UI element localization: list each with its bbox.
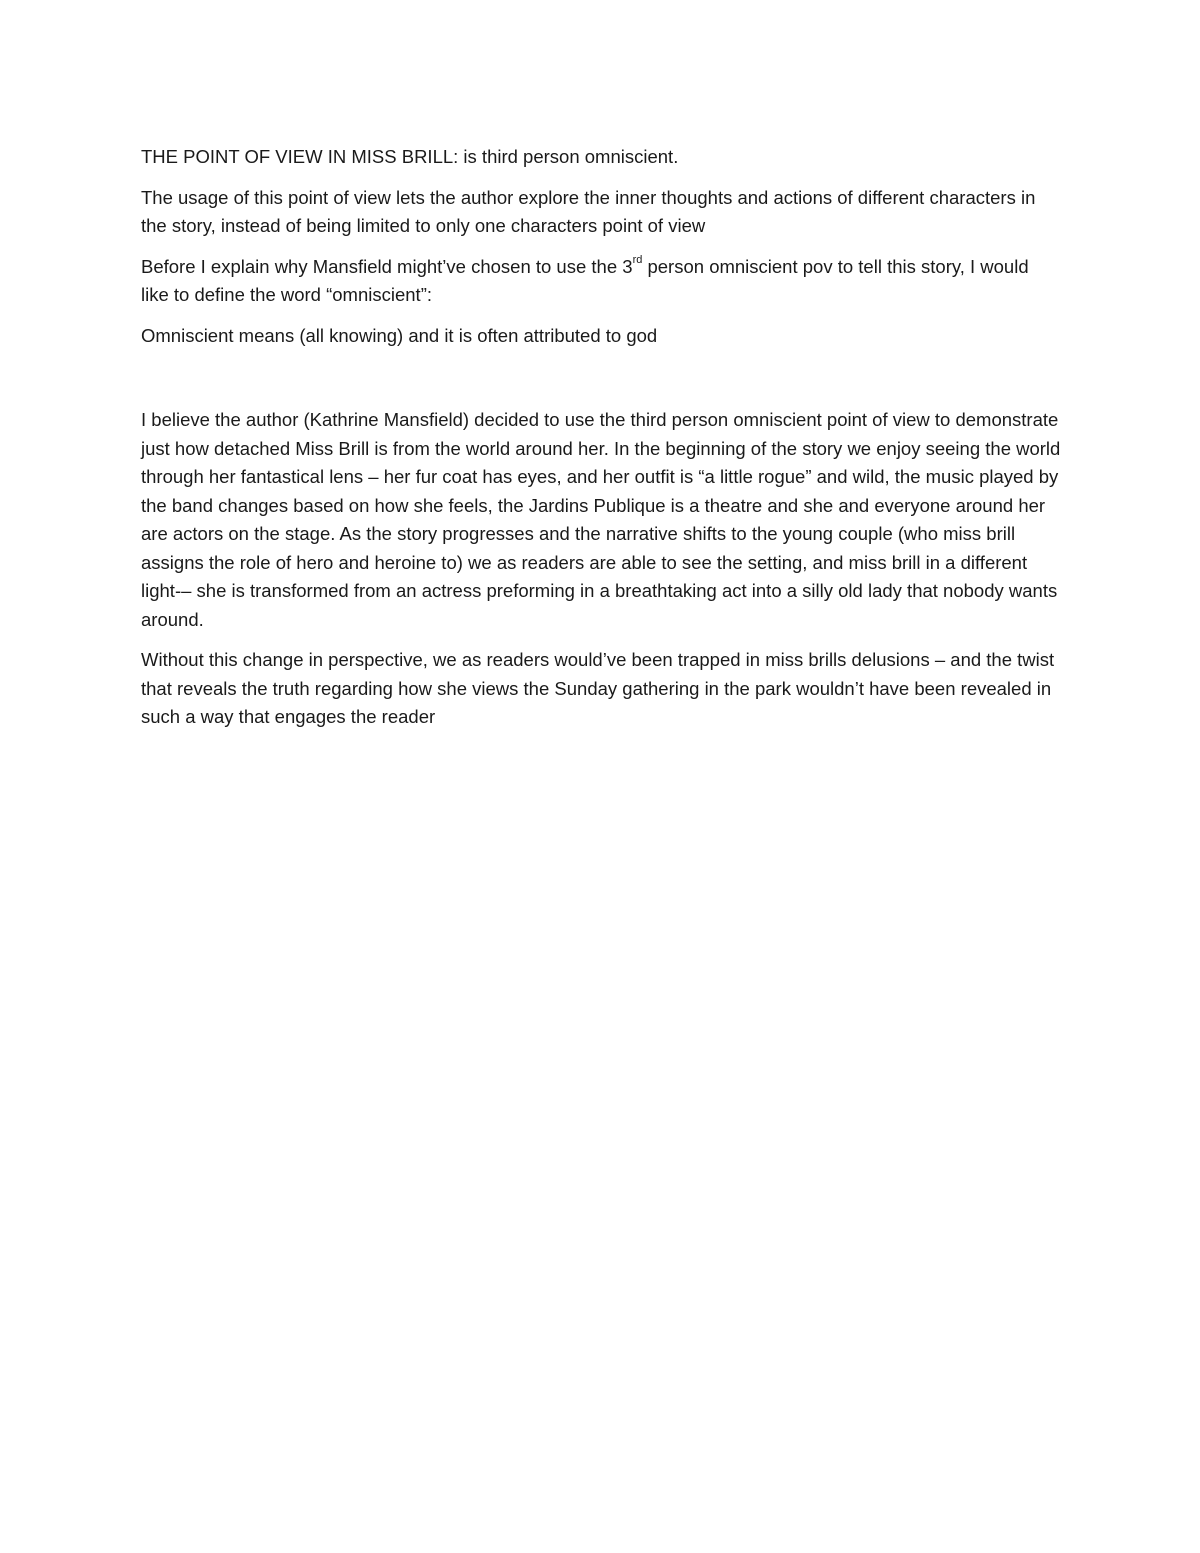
paragraph-usage: The usage of this point of view lets the author explore the inner thoughts and actions of different characters in the story, instead of being limited to only one characters point of view [141, 186, 1036, 236]
paragraph-before-explain-start: Before I explain why Mansfield might’ve chosen to use the 3 [141, 255, 633, 277]
ordinal-superscript: rd [632, 254, 643, 267]
paragraph-without-change: Without this change in perspective, we as readers would’ve been trapped in miss brills delusions – and the twist that reveals the truth regarding how she views the Sunday gathering in the park wouldn’t have been revealed in such a way that engages the reader [141, 649, 1055, 727]
paragraph-before-explain [141, 253, 1061, 310]
paragraph-author-belief: I believe the author (Kathrine Mansfield) decided to use the third person omniscient point of view to demonstrate just how detached Miss Brill is from the world around her. In the beginning of the story we enjoy seeing the world through her fantastical lens – her fur coat has eyes, and her outfit is “a little rogue” and wild, the music played by the band changes based on how she feels, the Jardins Publique is a theatre and she and everyone around her are actors on the stage. As the story progresses and the narrative shifts to the young couple (who miss brill assigns the role of hero and heroine to) we as readers are able to see the setting, and miss brill in a different light-– she is transformed from an actress preforming in a breathtaking act into a silly old lady that nobody wants around. [141, 409, 1061, 630]
blank-line [141, 362, 1061, 406]
paragraph-omniscient-definition: Omniscient means (all knowing) and it is often attributed to god [141, 324, 658, 346]
document-body [141, 143, 1061, 744]
paragraph-before-explain-end: person omniscient pov to tell this story, I would like to define the word “omniscient”: [141, 255, 1029, 305]
title-line: THE POINT OF VIEW IN MISS BRILL: is third person omniscient. [141, 146, 679, 167]
